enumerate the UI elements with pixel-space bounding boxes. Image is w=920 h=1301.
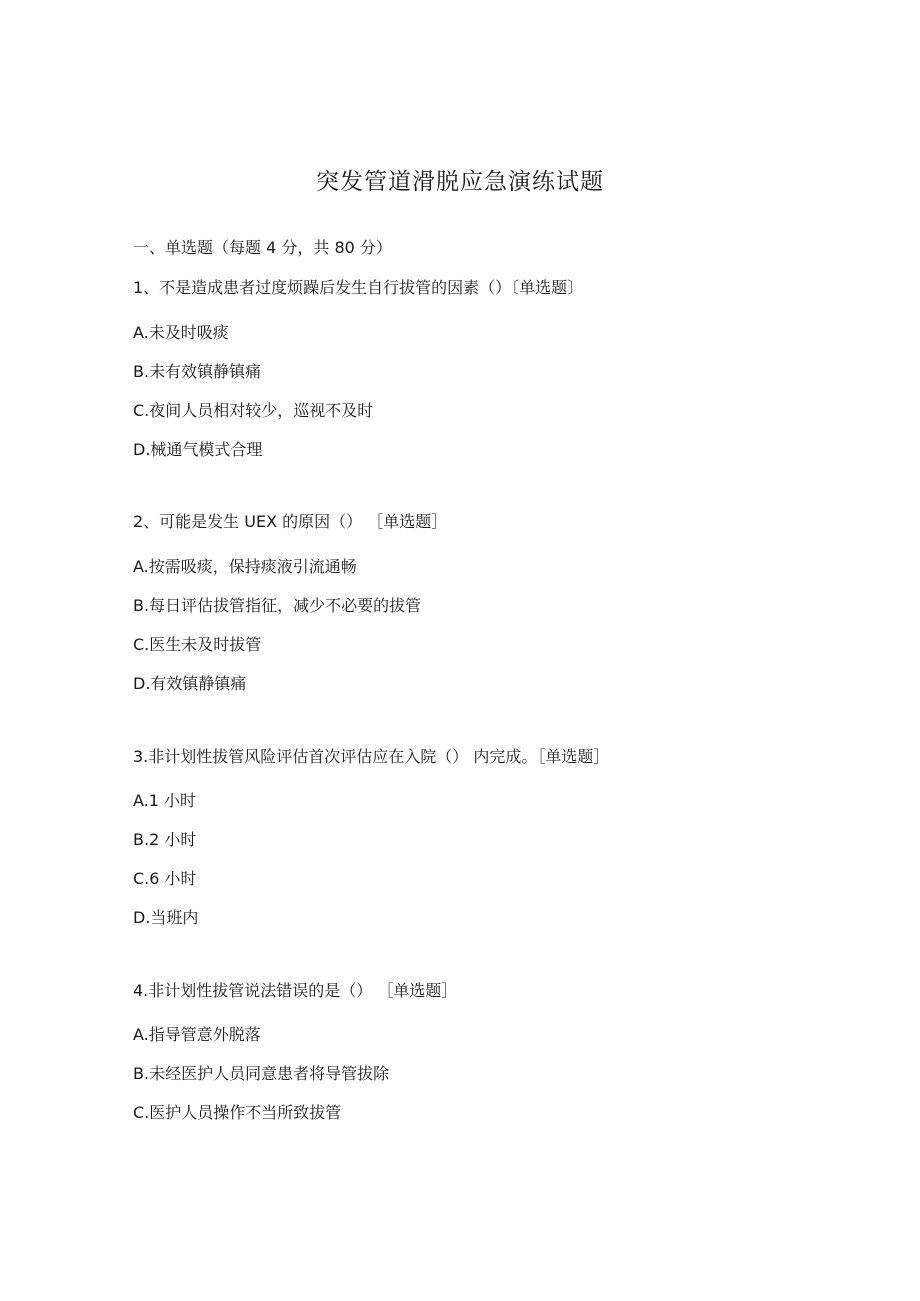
question-2-option-c: C.医生未及时拔管 <box>133 635 262 654</box>
question-3-option-b: B.2 小时 <box>133 830 197 849</box>
section-heading: 一、单选题（每题 4 分，共 80 分） <box>133 238 392 257</box>
question-1-option-d: D.械通气模式合理 <box>133 440 263 459</box>
question-4-option-a: A.指导管意外脱落 <box>133 1025 261 1044</box>
question-2-option-b: B.每日评估拔管指征，减少不必要的拔管 <box>133 596 422 615</box>
question-1-option-a: A.未及时吸痰 <box>133 323 229 342</box>
question-3-option-d: D.当班内 <box>133 908 199 927</box>
question-1-option-c: C.夜间人员相对较少，巡视不及时 <box>133 401 374 420</box>
question-4-option-c: C.医护人员操作不当所致拔管 <box>133 1103 342 1122</box>
question-2-option-a: A.按需吸痰，保持痰液引流通畅 <box>133 557 357 576</box>
document-title: 突发管道滑脱应急演练试题 <box>316 169 604 195</box>
question-2-option-d: D.有效镇静镇痛 <box>133 674 247 693</box>
question-4-option-b: B.未经医护人员同意患者将导管拔除 <box>133 1064 390 1083</box>
question-3-option-a: A.1 小时 <box>133 791 197 810</box>
question-4-stem: 4.非计划性拔管说法错误的是（） ［单选题］ <box>133 981 458 1000</box>
question-3-stem: 3.非计划性拔管风险评估首次评估应在入院（） 内完成。［单选题］ <box>133 747 610 766</box>
question-1-stem: 1、不是造成患者过度烦躁后发生自行拔管的因素（）〔单选题〕 <box>133 278 584 297</box>
question-2-stem: 2、可能是发生 UEX 的原因（） ［单选题］ <box>133 512 448 531</box>
question-1-option-b: B.未有效镇静镇痛 <box>133 362 262 381</box>
question-3-option-c: C.6 小时 <box>133 869 197 888</box>
